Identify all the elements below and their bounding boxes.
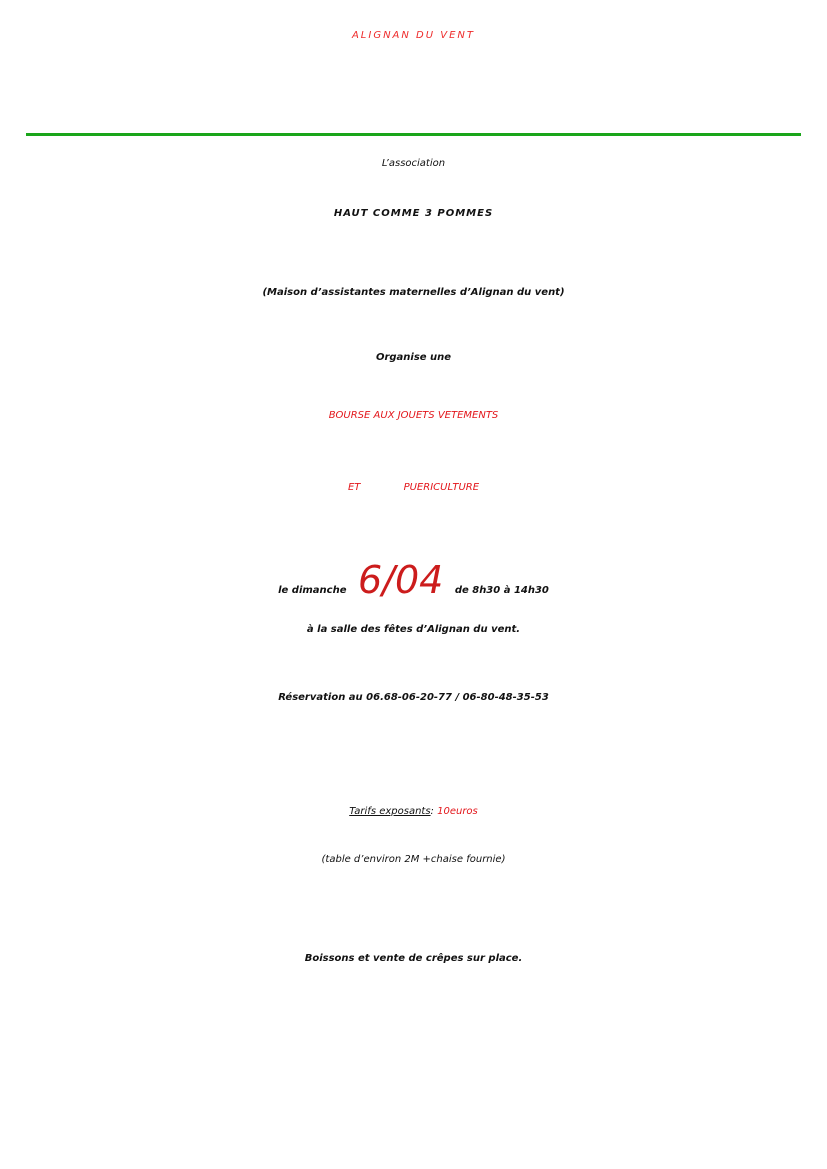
event-time: de 8h30 à 14h30: [454, 585, 549, 596]
association-name: HAUT COMME 3 POMMES: [333, 208, 494, 219]
tariffs-separator: :: [430, 806, 438, 817]
reservation-phone: Réservation au 06.68-06-20-77 / 06-80-48-35-53: [278, 692, 549, 703]
event-title-line-2: ET PUERICULTURE: [347, 482, 480, 493]
tariffs-line: [0, 806, 827, 817]
event-title-line-1: BOURSE AUX JOUETS VETEMENTS: [328, 410, 499, 421]
tariffs-detail: (table d’environ 2M +chaise fournie): [321, 854, 506, 865]
green-divider: [26, 133, 801, 136]
tariffs-price: 10euros: [437, 806, 478, 817]
event-date: 6/04: [357, 558, 444, 602]
association-intro: L’association: [381, 158, 446, 169]
association-description: (Maison d’assistantes maternelles d’Alignan du vent): [262, 287, 565, 298]
event-venue: à la salle des fêtes d’Alignan du vent.: [306, 624, 521, 635]
town-title: ALIGNAN DU VENT: [351, 30, 476, 41]
date-prefix: le dimanche: [278, 585, 347, 596]
refreshments-text: Boissons et vente de crêpes sur place.: [304, 953, 523, 964]
tariffs-label: Tarifs exposants: [349, 806, 431, 817]
organise-text: Organise une: [375, 352, 452, 363]
event-date-line: [0, 558, 827, 602]
